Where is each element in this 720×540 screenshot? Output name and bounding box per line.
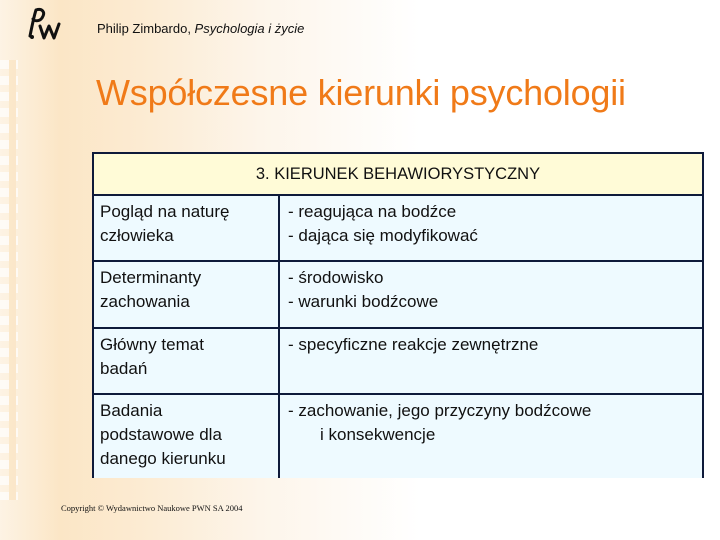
decorative-sidebar-pattern xyxy=(0,60,18,500)
label-line: danego kierunku xyxy=(100,449,226,468)
row-value xyxy=(280,196,702,260)
value-line: - warunki bodźcowe xyxy=(288,292,439,311)
book-title: Psychologia i życie xyxy=(194,21,305,36)
value-line: i konsekwencje xyxy=(320,425,436,444)
row-value xyxy=(280,329,702,393)
row-label xyxy=(94,329,278,393)
table-row xyxy=(94,329,702,393)
value-line: - specyficzne reakcje zewnętrzne xyxy=(288,335,539,354)
label-line: Badania xyxy=(100,401,163,420)
value-line: - środowisko xyxy=(288,268,384,287)
content-table xyxy=(92,152,704,478)
slide-title: Współczesne kierunki psychologii xyxy=(96,72,626,113)
value-line: - reagująca na bodźce xyxy=(288,202,457,221)
source-header xyxy=(97,21,304,36)
table-row xyxy=(94,262,702,327)
label-line: Pogląd na naturę xyxy=(100,202,230,221)
label-line: Determinanty xyxy=(100,268,202,287)
author-name: Philip Zimbardo, xyxy=(97,21,195,36)
copyright-notice: Copyright © Wydawnictwo Naukowe PWN SA 2004 xyxy=(61,503,243,513)
row-value xyxy=(280,395,702,478)
label-line: człowieka xyxy=(100,226,174,245)
table-row xyxy=(94,395,702,478)
table-heading: 3. KIERUNEK BEHAWIORYSTYCZNY xyxy=(94,154,702,194)
value-line: - dająca się modyfikować xyxy=(288,226,478,245)
value-line: - zachowanie, jego przyczyny bodźcowe xyxy=(288,401,592,420)
pwn-logo-icon xyxy=(26,6,64,42)
label-line: Główny temat xyxy=(100,335,204,354)
label-line: badań xyxy=(100,359,148,378)
row-value xyxy=(280,262,702,327)
row-label xyxy=(94,262,278,327)
label-line: podstawowe dla xyxy=(100,425,222,444)
row-label xyxy=(94,395,278,478)
table-row xyxy=(94,196,702,260)
label-line: zachowania xyxy=(100,292,190,311)
row-label xyxy=(94,196,278,260)
